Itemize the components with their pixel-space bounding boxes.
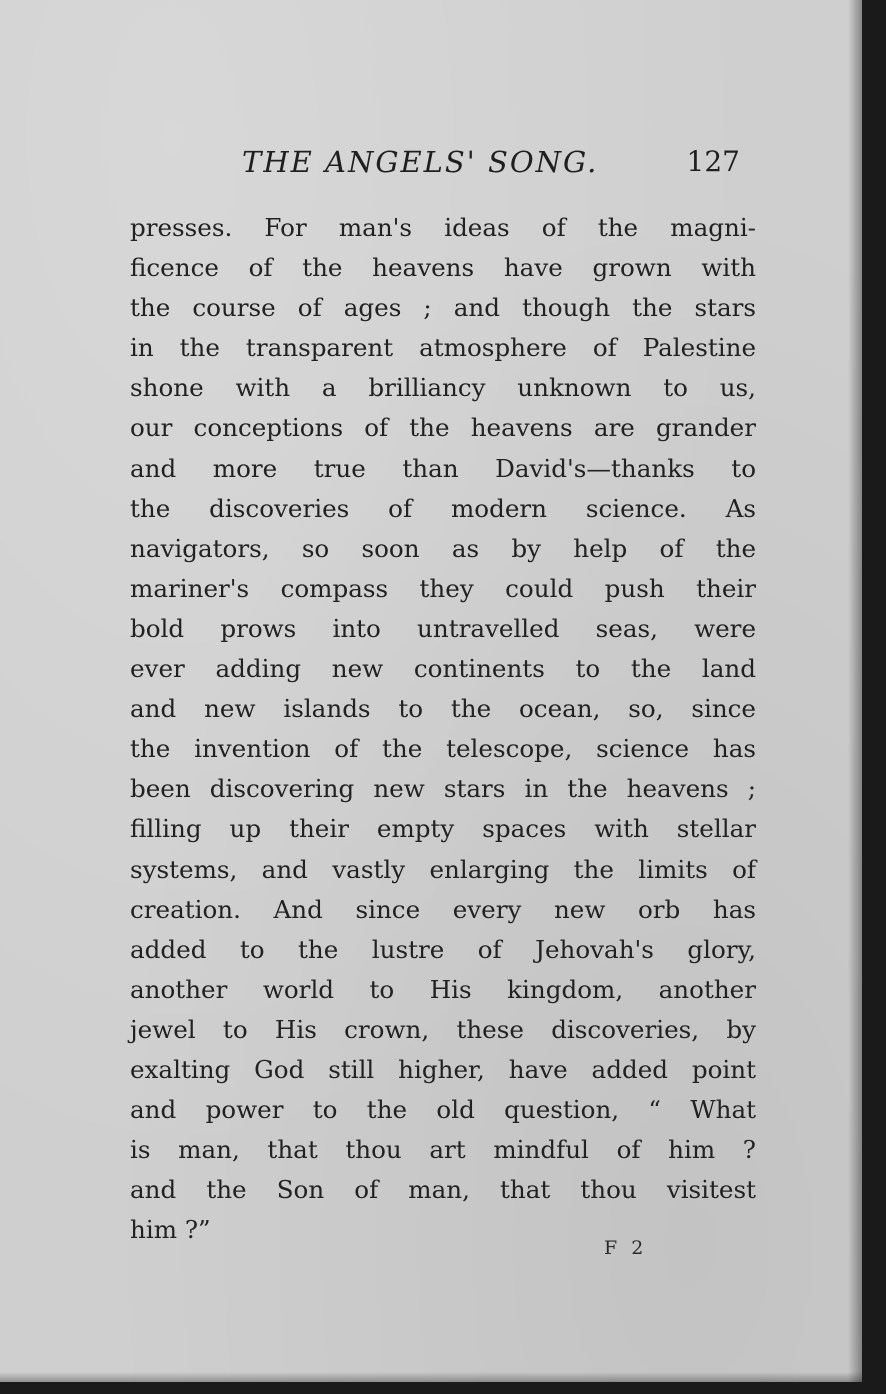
text-line: him ?” xyxy=(130,1215,211,1245)
text-line: navigators, so soon as by help of the xyxy=(130,533,756,563)
text-line: systems, and vastly enlarging the limits of xyxy=(130,854,756,884)
text-line: and new islands to the ocean, so, since xyxy=(130,694,756,724)
text-line: ever adding new continents to the land xyxy=(130,654,756,684)
page-number: 127 xyxy=(686,145,740,178)
text-line: the invention of the telescope, science has xyxy=(130,734,756,764)
text-line: and power to the old question, “ What xyxy=(130,1095,756,1125)
text-line: shone with a brilliancy unknown to us, xyxy=(130,373,756,403)
text-line: added to the lustre of Jehovah's glory, xyxy=(130,934,756,964)
text-line: in the transparent atmosphere of Palestine xyxy=(130,333,756,363)
page-bottom-shadow xyxy=(0,1372,862,1382)
text-line: is man, that thou art mindful of him ? xyxy=(130,1135,756,1165)
text-line: mariner's compass they could push their xyxy=(130,573,756,603)
running-head xyxy=(130,140,750,184)
text-line: jewel to His crown, these discoveries, by xyxy=(130,1014,756,1044)
signature-mark: F 2 xyxy=(604,1237,648,1259)
text-line: creation. And since every new orb has xyxy=(130,894,756,924)
text-line: and the Son of man, that thou visitest xyxy=(130,1175,756,1205)
running-title: THE ANGELS' SONG. xyxy=(242,145,599,179)
text-line: bold prows into untravelled seas, were xyxy=(130,613,756,643)
text-line: the course of ages ; and though the stars xyxy=(130,293,756,323)
text-line: and more true than David's—thanks to xyxy=(130,453,756,483)
text-line: our conceptions of the heavens are grander xyxy=(130,413,756,443)
text-line: presses. For man's ideas of the magni- xyxy=(130,213,756,242)
text-line: filling up their empty spaces with stellar xyxy=(130,814,756,844)
text-line: another world to His kingdom, another xyxy=(130,974,756,1004)
text-line: ficence of the heavens have grown with xyxy=(130,253,756,283)
text-line: been discovering new stars in the heavens ; xyxy=(130,774,756,804)
text-line: the discoveries of modern science. As xyxy=(130,493,756,523)
text-line: exalting God still higher, have added point xyxy=(130,1054,756,1084)
body-text xyxy=(130,208,756,1250)
page-edge-shadow xyxy=(848,0,862,1382)
